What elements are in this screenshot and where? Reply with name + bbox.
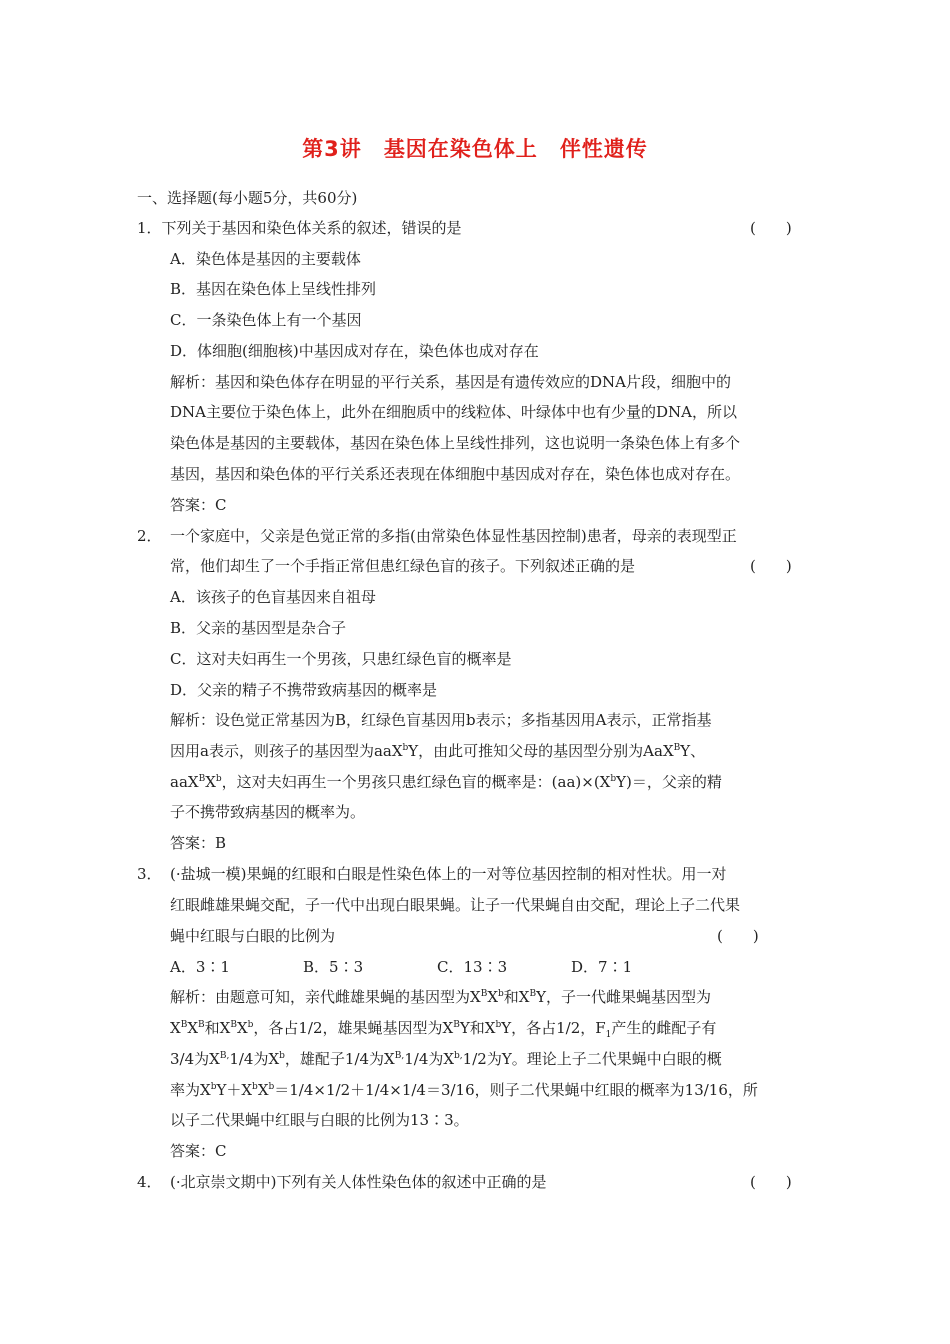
q1-explanation-line: 基因，基因和染色体的平行关系还表现在体细胞中基因成对存在，染色体也成对存在。 <box>170 465 741 483</box>
q3-answer: 答案：C <box>170 1142 227 1160</box>
q2-explanation-line: 解析：设色觉正常基因为B，红绿色盲基因用b表示；多指基因用A表示，正常指基 <box>170 711 712 729</box>
q1-option-c: C．一条染色体上有一个基因 <box>170 311 362 329</box>
q3-explanation-line: $X^BX^B$和$X^BX^b$，各占1/2，雄果蝇基因型为$X^BY$和$X^bY$，各占1/2，$F_1$产生的雌配子有 <box>170 1019 717 1040</box>
q1-stem: 1．下列关于基因和染色体关系的叙述，错误的是 <box>137 219 462 237</box>
title-subtopic: 伴性遗传 <box>559 137 648 161</box>
q2-stem-line: 一个家庭中，父亲是色觉正常的多指(由常染色体显性基因控制)患者，母亲的表现型正 <box>170 527 737 545</box>
q1-explanation-line: 解析：基因和染色体存在明显的平行关系，基因是有遗传效应的DNA片段，细胞中的 <box>170 373 731 391</box>
q2-number: 2． <box>137 527 162 545</box>
q3-explanation-line: 解析：由题意可知，亲代雌雄果蝇的基因型为$X^BX^b$和$X^BY$，子一代雌果蝇基因型为 <box>170 988 711 1006</box>
q1-option-b: B．基因在染色体上呈线性排列 <box>170 280 377 298</box>
q2-option-b: B．父亲的基因型是杂合子 <box>170 619 347 637</box>
title-lecture: 第3讲 <box>302 137 362 161</box>
q3-option-a: A．3∶1 <box>170 958 230 976</box>
q2-explanation-line: $aaX^BX^b$，这对夫妇再生一个男孩只患红绿色盲的概率是：$(aa)\times(X^bY)=$，父亲的精 <box>170 773 722 791</box>
q3-option-d: D．7∶1 <box>571 958 633 976</box>
q1-option-a: A．染色体是基因的主要载体 <box>170 250 361 268</box>
q4-stem: (·北京崇文期中)下列有关人体性染色体的叙述中正确的是 <box>170 1173 547 1191</box>
section-heading: 一、选择题(每小题5分，共60分) <box>137 189 358 207</box>
title-topic: 基因在染色体上 <box>383 137 538 161</box>
page-title <box>0 133 950 163</box>
q2-option-a: A．该孩子的色盲基因来自祖母 <box>170 588 376 606</box>
q1-explanation-line: DNA主要位于染色体上，此外在细胞质中的线粒体、叶绿体中也有少量的DNA，所以 <box>170 403 737 421</box>
q3-option-c: C．13∶3 <box>437 958 508 976</box>
q3-explanation-line: 3/4为$X^{B,}1/4$为$X^b$，雄配子1/4为$X^{B,}1/4$为$X^{b,}1/2$为Y。理论上子二代果蝇中白眼的概 <box>170 1050 722 1068</box>
q1-answer: 答案：C <box>170 496 227 514</box>
q1-explanation-line: 染色体是基因的主要载体，基因在染色体上呈线性排列，这也说明一条染色体上有多个 <box>170 434 741 452</box>
q2-stem-line: 常，他们却生了一个手指正常但患红绿色盲的孩子。下列叙述正确的是 <box>170 557 636 575</box>
q2-option-c: C．这对夫妇再生一个男孩，只患红绿色盲的概率是 <box>170 650 512 668</box>
q3-stem-line: 蝇中红眼与白眼的比例为 <box>170 927 336 945</box>
q3-explanation-line: 以子二代果蝇中红眼与白眼的比例为13∶3。 <box>170 1111 469 1129</box>
q2-answer: 答案：B <box>170 834 227 852</box>
q1-option-d: D．体细胞(细胞核)中基因成对存在，染色体也成对存在 <box>170 342 539 360</box>
q2-option-d: D．父亲的精子不携带致病基因的概率是 <box>170 681 438 699</box>
q2-answer-blank: ( ) <box>750 557 792 575</box>
q3-number: 3． <box>137 865 162 883</box>
q4-number: 4． <box>137 1173 162 1191</box>
q4-answer-blank: ( ) <box>750 1173 792 1191</box>
q2-explanation-line: 子不携带致病基因的概率为。 <box>170 803 366 821</box>
q2-explanation-line: 因用a表示，则孩子的基因型为aaX$^b$Y，由此可推知父母的基因型分别为AaX$^B$Y、 <box>170 742 706 760</box>
q1-answer-blank: ( ) <box>750 219 792 237</box>
q3-stem-line: (·盐城一模)果蝇的红眼和白眼是性染色体上的一对等位基因控制的相对性状。用一对 <box>170 865 727 883</box>
q3-stem-line: 红眼雌雄果蝇交配，子一代中出现白眼果蝇。让子一代果蝇自由交配，理论上子二代果 <box>170 896 741 914</box>
q3-option-b: B．5∶3 <box>303 958 364 976</box>
q3-answer-blank: ( ) <box>717 927 759 945</box>
q3-explanation-line: 率为$X^bY+X^bX^b=1/4\times 1/2+1/4\times 1/4=3/16$，则子二代果蝇中红眼的概率为13/16，所 <box>170 1081 758 1099</box>
